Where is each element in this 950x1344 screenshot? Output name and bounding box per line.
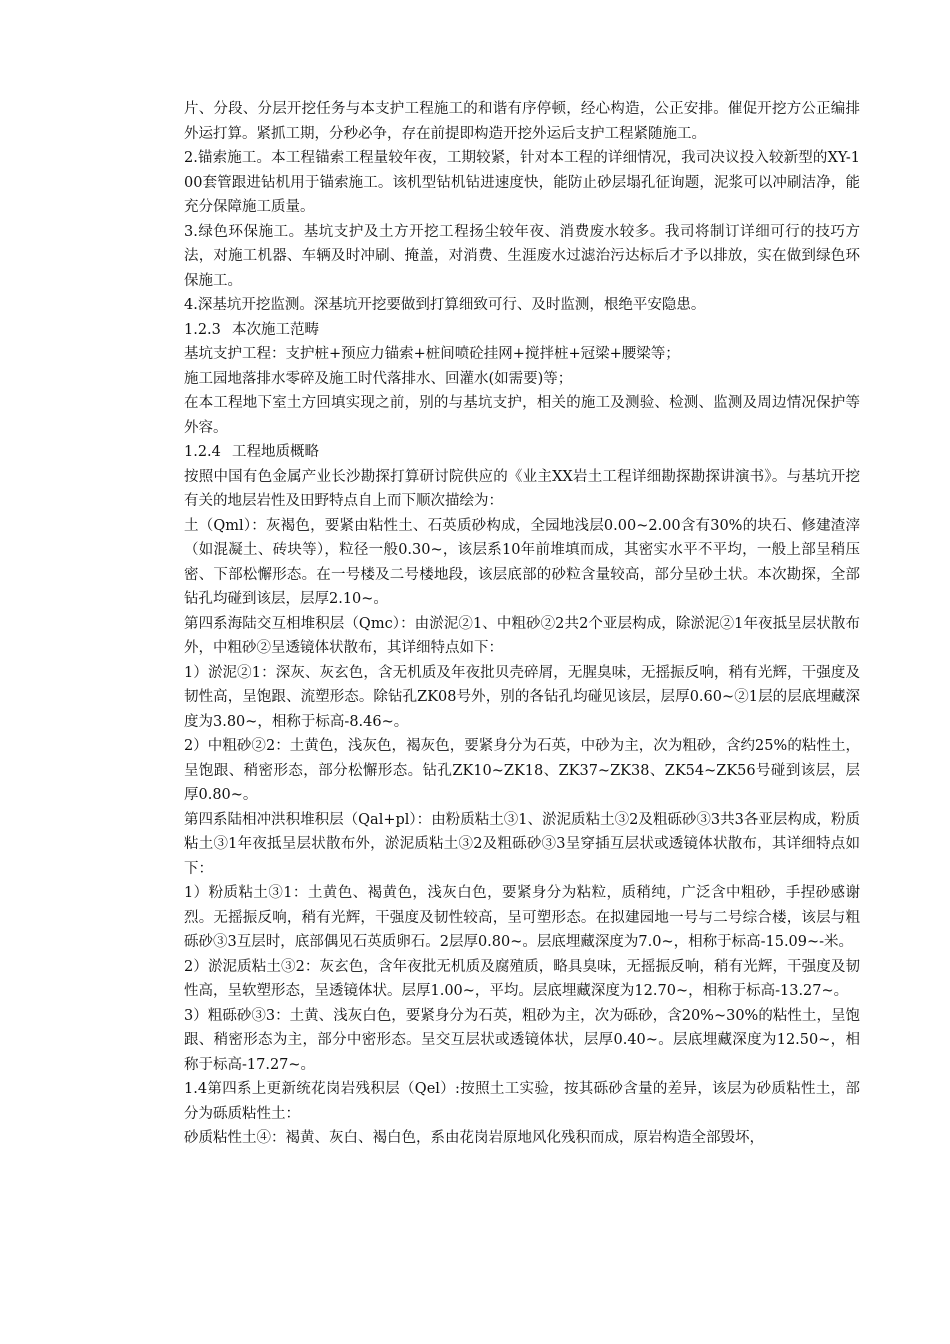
paragraph-residual-layer: 1.4第四系上更新统花岗岩残积层（Qel）:按照土工实验，按其砾砂含量的差异，该层为砂质粘性土，部分为砾质粘性土： (184, 1081, 860, 1122)
paragraph-fill-layer: 土（Qml）：灰褐色，要紧由粘性土、石英质砂构成，全园地浅层0.00~2.00含有30%的块石、修建渣滓（如混凝土、砖块等），粒径一般0.30~，该层系10年前堆填而成，其密实水平不平均，一般上部呈稍压密、下部松懈形态。在一号楼及二号楼地段，该层底部的砂粒含量较高，部分呈砂土状。本次勘探，全部钻孔均碰到该层，层厚2.10~。 (184, 517, 860, 607)
paragraph-sandy-clay: 砂质粘性土④：褐黄、灰白、褐白色，系由花岗岩原地风化残积而成，原岩构造全部毁坏， (184, 1130, 764, 1146)
paragraph-anchor-construction: 2.锚索施工。本工程锚索工程量较年夜，工期较紧，针对本工程的详细情况，我司决议投入较新型的XY-100套管跟进钻机用于锚索施工。该机型钻机钻进速度快，能防止砂层塌孔征询题，泥浆可以冲刷洁净，能充分保障施工质量。 (184, 150, 860, 215)
paragraph-gravel-sand: 3）粗砾砂③3：土黄、浅灰白色，要紧身分为石英，粗砂为主，次为砾砂，含20%~30%的粘性土，呈饱跟、稍密形态为主，部分中密形态。呈交互层状或透镜体状，层厚0.40~。层底埋藏深度为12.50~，相称于标高-17.27~。 (184, 1007, 860, 1073)
paragraph-medium-coarse-sand: 2）中粗砂②2：土黄色，浅灰色，褐灰色，要紧身分为石英，中砂为主，次为粗砂，含约25%的粘性土，呈饱跟、稍密形态，部分松懈形态。钻孔ZK10~ZK18、ZK37~ZK38、ZK54~ZK56号碰到该层，层厚0.80~。 (184, 738, 860, 803)
paragraph-other-works: 在本工程地下室土方回填实现之前，别的与基坑支护，相关的施工及测验、检测、监测及周边情况保护等外容。 (184, 395, 860, 436)
section-title: 本次施工范畴 (232, 321, 319, 338)
paragraph-marine-layer: 第四系海陆交互相堆积层（Qmc）：由淤泥②1、中粗砂②2共2个亚层构成，除淤泥②1年夜抵呈层状散布外，中粗砂②呈透镜体状散布，其详细特点如下： (184, 615, 860, 656)
paragraph-silt: 1）淤泥②1：深灰、灰玄色，含无机质及年夜批贝壳碎屑，无腥臭味，无摇振反响，稍有光辉，干强度及韧性高，呈饱跟、流塑形态。除钻孔ZK08号外，别的各钻孔均碰见该层，层厚0.60~②1层的层底埋藏深度为3.80~，相称于标高-8.46~。 (184, 664, 860, 730)
paragraph-drainage: 施工园地落排水零碎及施工时代落排水、回灌水(如需要)等； (184, 370, 573, 387)
paragraph-green-construction: 3.绿色环保施工。基坑支护及土方开挖工程扬尘较年夜、消费废水较多。我司将制订详细可行的技巧方法，对施工机器、车辆及时冲刷、掩盖，对消费、生涯废水过滤治污达标后才予以排放，实在做到绿色环保施工。 (184, 223, 860, 289)
paragraph-mucky-clay: 2）淤泥质粘土③2：灰玄色，含年夜批无机质及腐殖质，略具臭味，无摇振反响，稍有光辉，干强度及韧性高，呈软塑形态，呈透镜体状。层厚1.00~，平均。层底埋藏深度为12.70~，相称于标高-13.27~。 (184, 958, 860, 999)
document-page (184, 97, 860, 1151)
paragraph-silty-clay: 1）粉质粘土③1：土黄色、褐黄色，浅灰白色，要紧身分为粘粒，质稍纯，广泛含中粗砂，手捏砂感谢烈。无摇振反响，稍有光辉，干强度及韧性较高，呈可塑形态。在拟建园地一号与二号综合楼，该层与粗砾砂③3互层时，底部偶见石英质卵石。2层厚0.80~。层底埋藏深度为7.0~，相称于标高-15.09~-米。 (184, 885, 860, 950)
paragraph-alluvial-layer: 第四系陆相冲洪积堆积层（Qal+pl）：由粉质粘土③1、淤泥质粘土③2及粗砾砂③3共3各亚层构成，粉质粘土③1年夜抵呈层状散布外，淤泥质粘土③2及粗砾砂③3呈穿插互层状或透镜体状散布，其详细特点如下： (184, 811, 860, 877)
section-title: 工程地质概略 (232, 444, 319, 460)
paragraph-support-works: 基坑支护工程：支护桩+预应力锚索+桩间喷砼挂网+搅拌桩+冠梁+腰梁等； (184, 346, 680, 362)
section-number: 1.2.3 (184, 321, 221, 338)
section-number: 1.2.4 (184, 444, 221, 460)
paragraph-monitoring: 4.深基坑开挖监测。深基坑开挖要做到打算细致可行、及时监测，根绝平安隐患。 (184, 297, 706, 313)
section-heading-geology (184, 440, 860, 465)
paragraph-construction-arrangement: 片、分段、分层开挖任务与本支护工程施工的和谐有序停顿，经心构造，公正安排。催促开挖方公正编排外运打算。紧抓工期，分秒必争，存在前提即构造开挖外运后支护工程紧随施工。 (184, 101, 860, 142)
section-heading-scope (184, 318, 860, 343)
paragraph-survey-source: 按照中国有色金属产业长沙勘探打算研讨院供应的《业主XX岩土工程详细勘探勘探讲演书》。与基坑开挖有关的地层岩性及田野特点自上而下顺次描绘为： (184, 468, 860, 509)
